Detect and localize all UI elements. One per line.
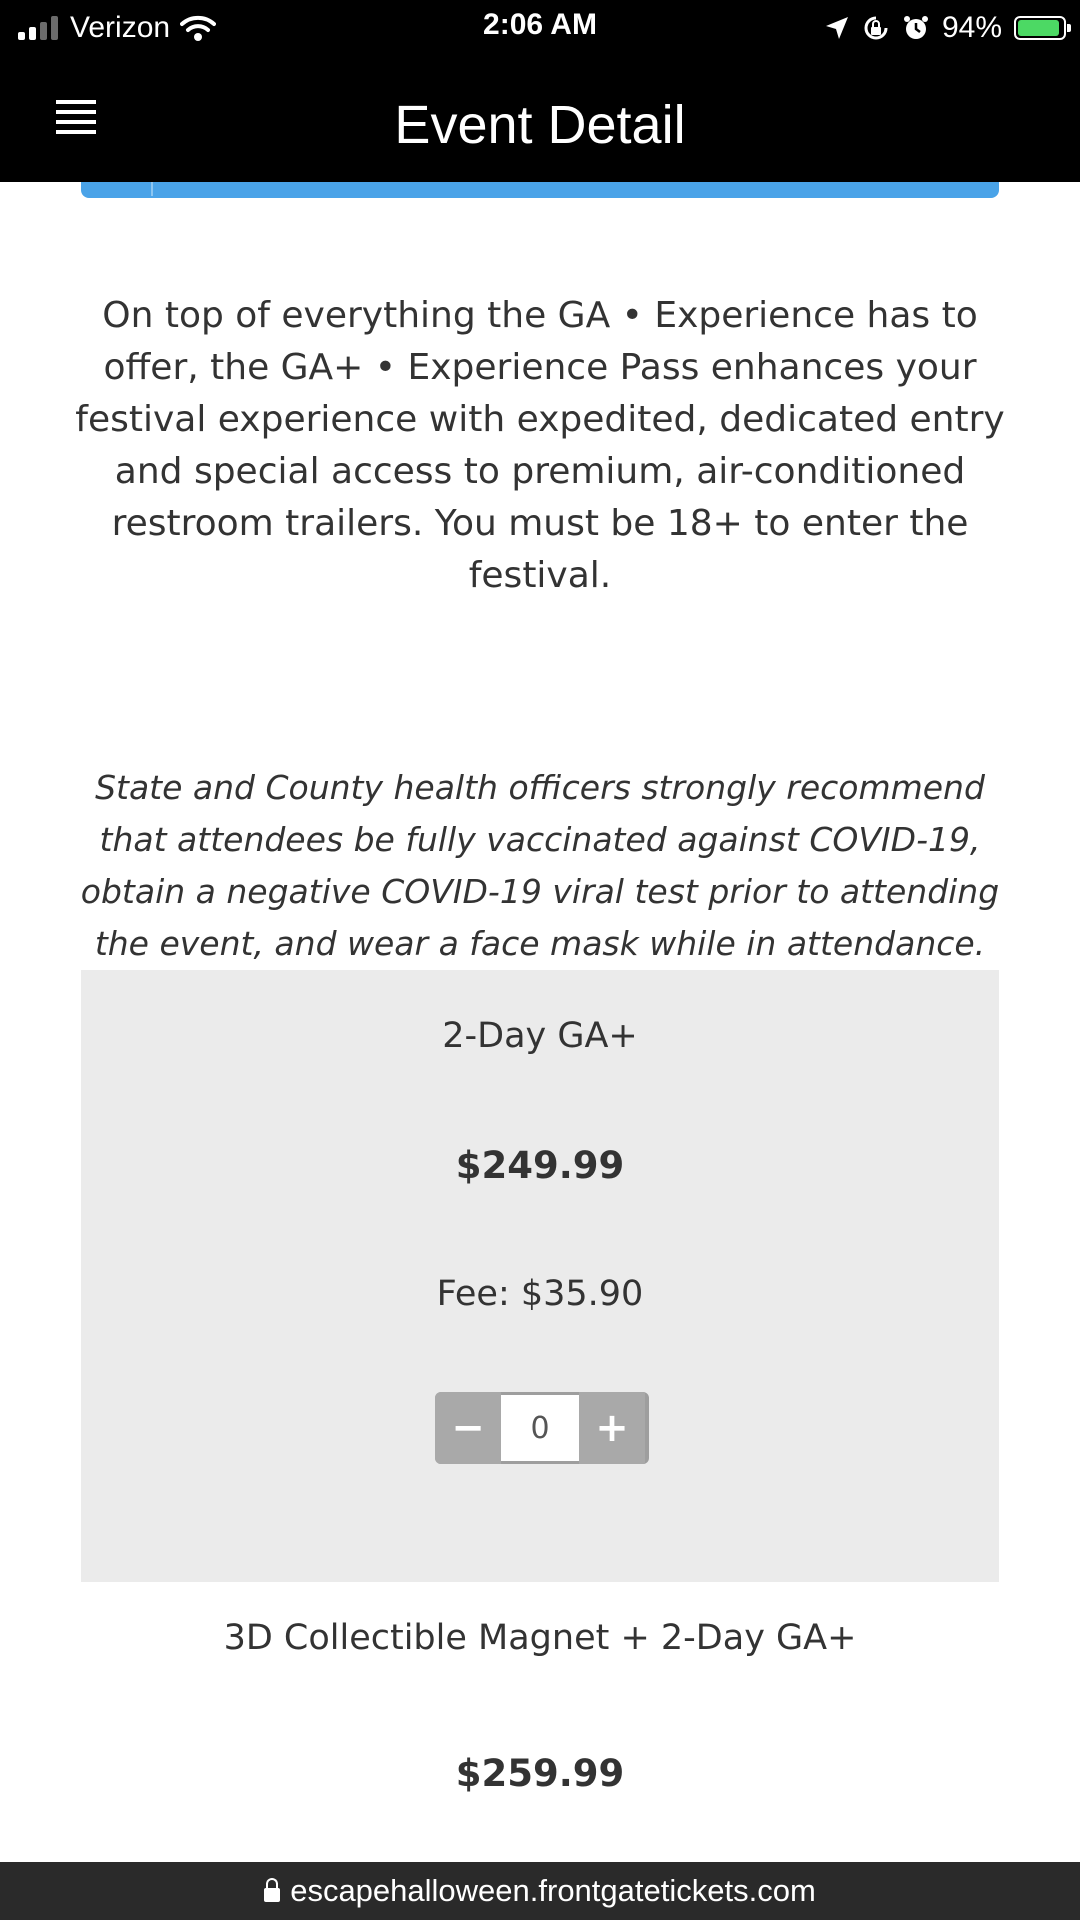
carrier-name: Verizon bbox=[70, 11, 171, 44]
blue-banner-bottom bbox=[81, 182, 999, 198]
battery-charging-icon bbox=[1014, 16, 1066, 40]
ticket-name-2: 3D Collectible Magnet + 2-Day GA+ bbox=[223, 1618, 857, 1658]
ticket-price-2: $259.99 bbox=[455, 1752, 625, 1795]
battery-percent: 94% bbox=[941, 11, 1002, 44]
decrement-button[interactable]: − bbox=[435, 1392, 501, 1464]
url-text: escapehalloween.frontgatetickets.com bbox=[290, 1873, 816, 1908]
location-arrow-icon bbox=[824, 15, 850, 41]
alarm-icon bbox=[902, 14, 930, 42]
increment-button[interactable]: + bbox=[579, 1392, 645, 1464]
ticket-fee: Fee: $35.90 bbox=[436, 1274, 644, 1314]
url-bar[interactable] bbox=[0, 1862, 1080, 1920]
status-right bbox=[824, 8, 1066, 48]
orientation-lock-icon bbox=[862, 14, 890, 42]
status-bar bbox=[0, 0, 1080, 54]
status-time: 2:06 AM bbox=[483, 8, 597, 41]
nav-bar bbox=[0, 54, 1080, 182]
ticket-price: $249.99 bbox=[455, 1144, 625, 1187]
quantity-input[interactable] bbox=[501, 1395, 579, 1461]
ticket-name: 2-Day GA+ bbox=[442, 1016, 638, 1056]
page-title: Event Detail bbox=[394, 95, 686, 155]
lock-icon bbox=[264, 1888, 280, 1902]
quantity-stepper bbox=[435, 1392, 649, 1464]
ticket-card bbox=[81, 970, 999, 1582]
health-notice: State and County health officers strongly recommend that attendees be fully vaccinated against COVID-19, obtain a negative COVID-19 viral test prior to attending the event, and wear a face mask while in attendance. bbox=[80, 768, 1000, 963]
event-description: On top of everything the GA • Experience has to offer, the GA+ • Experience Pass enhances your festival experience with expedited, dedicated entry and special access to premium, air-conditioned restroom trailers. You must be 18+ to enter the festival. bbox=[75, 295, 1005, 596]
